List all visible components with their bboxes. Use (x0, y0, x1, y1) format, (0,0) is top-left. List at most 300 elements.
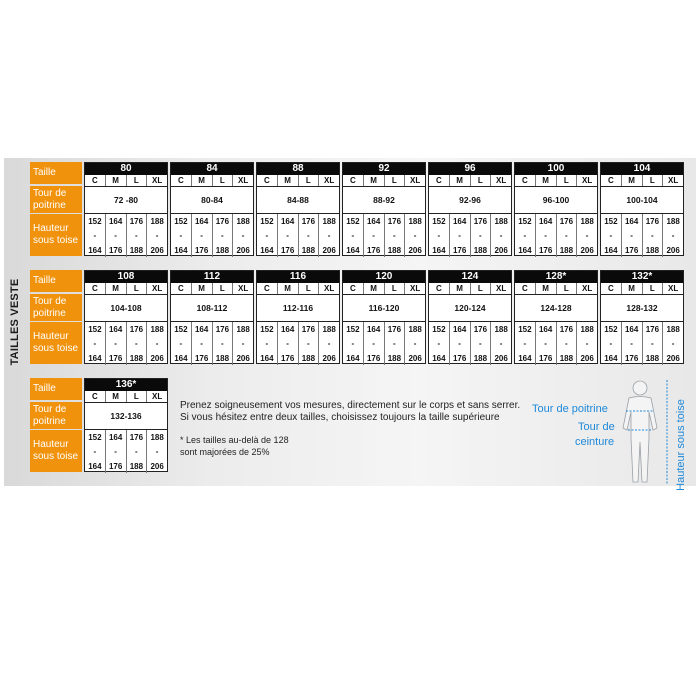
height-column (601, 214, 622, 257)
height-max: 176 (280, 354, 295, 363)
height-max: 188 (645, 354, 660, 363)
height-dash: - (200, 339, 203, 348)
height-dash: - (372, 339, 375, 348)
subheader: C (601, 175, 622, 186)
size-number: 136* (85, 379, 167, 391)
chest-range: 72 -80 (85, 187, 167, 214)
height-max: 164 (88, 462, 102, 471)
subheader: M (364, 283, 385, 294)
height-max: 164 (604, 354, 618, 363)
height-min: 164 (624, 217, 639, 226)
label-hauteur: Hauteur sous toise (30, 322, 82, 364)
height-min: 188 (494, 217, 508, 226)
height-column (364, 322, 385, 365)
height-dash: - (585, 339, 589, 348)
height-dash: - (609, 339, 613, 348)
size-number: 100 (515, 163, 597, 175)
height-column (127, 322, 148, 365)
height-values (171, 322, 253, 365)
height-min: 152 (88, 433, 102, 442)
height-max: 164 (174, 246, 188, 255)
chest-range: 120-124 (429, 295, 511, 322)
height-dash: - (135, 339, 138, 348)
height-max: 188 (387, 354, 402, 363)
height-column (85, 430, 106, 473)
height-max: 176 (366, 246, 381, 255)
height-dash: - (179, 339, 183, 348)
height-dash: - (179, 231, 183, 240)
height-min: 188 (580, 217, 594, 226)
size-block (84, 378, 168, 472)
height-max: 176 (452, 354, 467, 363)
height-dash: - (327, 339, 331, 348)
height-min: 176 (301, 325, 316, 334)
height-column (429, 214, 450, 257)
height-column (577, 322, 597, 365)
subheader: L (299, 175, 320, 186)
height-dash: - (651, 231, 654, 240)
size-block (170, 270, 254, 364)
height-column (557, 322, 578, 365)
asterisk-note: * Les tailles au-delà de 128 sont majorées de 25% (180, 435, 289, 457)
height-min: 188 (580, 325, 594, 334)
height-dash: - (265, 231, 269, 240)
height-max: 188 (129, 354, 144, 363)
height-max: 206 (580, 354, 594, 363)
size-block (256, 270, 340, 364)
height-max: 206 (236, 246, 250, 255)
height-max: 206 (408, 354, 422, 363)
height-min: 176 (645, 325, 660, 334)
height-column (106, 430, 127, 473)
height-max: 176 (194, 354, 209, 363)
subheader: XL (410, 176, 421, 185)
height-dash: - (155, 447, 159, 456)
height-dash: - (286, 231, 289, 240)
height-column (536, 322, 557, 365)
subheader: L (643, 283, 664, 294)
height-column (429, 322, 450, 365)
subheader: L (471, 283, 492, 294)
subheader: M (106, 283, 127, 294)
subheader: C (85, 283, 106, 294)
height-dash: - (114, 231, 117, 240)
subheader: M (536, 283, 557, 294)
subheader: M (364, 175, 385, 186)
subheader: L (557, 283, 578, 294)
height-min: 188 (236, 217, 250, 226)
height-min: 152 (88, 325, 102, 334)
height-dash: - (307, 339, 310, 348)
height-max: 188 (473, 354, 488, 363)
chest-range: 84-88 (257, 187, 339, 214)
size-number: 128* (515, 271, 597, 283)
height-max: 164 (518, 354, 532, 363)
size-number: 104 (601, 163, 683, 175)
subheader: C (85, 175, 106, 186)
height-values (601, 214, 683, 257)
subheader: C (601, 283, 622, 294)
height-min: 164 (366, 217, 381, 226)
height-max: 164 (346, 246, 360, 255)
height-min: 176 (559, 217, 574, 226)
height-dash: - (630, 231, 633, 240)
instruction-line-2: Si vous hésitez entre deux tailles, choisissez toujours la taille supérieure (180, 412, 500, 423)
height-dash: - (458, 231, 461, 240)
height-max: 176 (108, 462, 123, 471)
height-min: 188 (408, 325, 422, 334)
height-max: 188 (645, 246, 660, 255)
chest-range: 88-92 (343, 187, 425, 214)
height-min: 176 (215, 325, 230, 334)
height-column (364, 214, 385, 257)
height-dash: - (200, 231, 203, 240)
subheader: XL (582, 284, 593, 293)
size-block (428, 162, 512, 256)
height-column (147, 322, 167, 365)
height-values (85, 322, 167, 365)
height-max: 206 (322, 246, 336, 255)
chest-range: 108-112 (171, 295, 253, 322)
height-max: 176 (452, 246, 467, 255)
height-dash: - (307, 231, 310, 240)
size-block (84, 270, 168, 364)
subheader: XL (324, 284, 335, 293)
size-block (428, 270, 512, 364)
height-max: 164 (260, 354, 274, 363)
subheader: C (257, 283, 278, 294)
height-max: 206 (580, 246, 594, 255)
subheader: C (343, 175, 364, 186)
height-max: 188 (559, 246, 574, 255)
label-taille: Taille (30, 162, 82, 184)
height-dash: - (372, 231, 375, 240)
size-block (170, 162, 254, 256)
subheader: XL (496, 176, 507, 185)
height-min: 164 (108, 433, 123, 442)
height-max: 164 (518, 246, 532, 255)
subheader: M (536, 175, 557, 186)
height-min: 164 (280, 325, 295, 334)
height-min: 164 (538, 217, 553, 226)
height-max: 206 (494, 246, 508, 255)
height-max: 176 (538, 354, 553, 363)
height-column (471, 322, 492, 365)
height-dash: - (565, 231, 568, 240)
label-taille: Taille (30, 270, 82, 292)
height-max: 206 (236, 354, 250, 363)
height-min: 188 (408, 217, 422, 226)
size-subheaders (171, 283, 253, 295)
height-min: 176 (129, 325, 144, 334)
label-tour: Tour de poitrine (30, 186, 82, 213)
height-max: 206 (150, 246, 164, 255)
height-dash: - (609, 231, 613, 240)
height-dash: - (479, 231, 482, 240)
subheader: M (106, 175, 127, 186)
height-min: 152 (604, 217, 618, 226)
height-max: 164 (604, 246, 618, 255)
size-block (342, 270, 426, 364)
size-block (514, 270, 598, 364)
height-max: 188 (215, 354, 230, 363)
height-column (343, 214, 364, 257)
height-dash: - (671, 339, 675, 348)
height-min: 164 (194, 325, 209, 334)
subheader: XL (152, 392, 163, 401)
subheader: XL (496, 284, 507, 293)
height-dash: - (114, 339, 117, 348)
size-subheaders (601, 175, 683, 187)
height-values (429, 322, 511, 365)
height-values (343, 322, 425, 365)
height-min: 176 (473, 217, 488, 226)
size-block (514, 162, 598, 256)
height-dash: - (458, 339, 461, 348)
height-dash: - (221, 339, 224, 348)
height-dash: - (241, 339, 245, 348)
height-column (213, 214, 234, 257)
height-column (213, 322, 234, 365)
height-values (601, 322, 683, 365)
height-column (601, 322, 622, 365)
height-column (515, 322, 536, 365)
height-column (491, 322, 511, 365)
height-dash: - (135, 447, 138, 456)
height-dash: - (327, 231, 331, 240)
height-dash: - (155, 339, 159, 348)
label-tour: Tour de poitrine (30, 294, 82, 321)
height-min: 164 (108, 325, 123, 334)
subheader: L (471, 175, 492, 186)
chest-range: 124-128 (515, 295, 597, 322)
height-max: 188 (559, 354, 574, 363)
subheader: L (213, 283, 234, 294)
height-max: 188 (129, 246, 144, 255)
height-max: 164 (432, 246, 446, 255)
subheader: XL (152, 176, 163, 185)
height-values (85, 214, 167, 257)
height-column (299, 214, 320, 257)
height-max: 176 (194, 246, 209, 255)
height-min: 176 (129, 433, 144, 442)
subheader: M (450, 175, 471, 186)
height-max: 176 (108, 354, 123, 363)
height-max: 188 (301, 354, 316, 363)
subheader: M (450, 283, 471, 294)
height-dash: - (479, 339, 482, 348)
height-values (515, 322, 597, 365)
height-dash: - (651, 339, 654, 348)
height-column (233, 322, 253, 365)
height-min: 164 (108, 217, 123, 226)
height-column (515, 214, 536, 257)
size-subheaders (343, 175, 425, 187)
height-column (257, 214, 278, 257)
size-subheaders (429, 175, 511, 187)
height-dash: - (499, 339, 503, 348)
height-dash: - (671, 231, 675, 240)
height-min: 164 (366, 325, 381, 334)
label-tour-ceinture-2: ceinture (575, 436, 615, 448)
size-subheaders (343, 283, 425, 295)
size-number: 84 (171, 163, 253, 175)
subheader: L (299, 283, 320, 294)
subheader: C (429, 175, 450, 186)
size-number: 88 (257, 163, 339, 175)
height-min: 188 (150, 217, 164, 226)
height-column (106, 322, 127, 365)
subheader: L (643, 175, 664, 186)
height-max: 164 (88, 354, 102, 363)
height-column (171, 322, 192, 365)
size-subheaders (85, 175, 167, 187)
height-min: 164 (194, 217, 209, 226)
subheader: L (127, 175, 148, 186)
height-dash: - (265, 339, 269, 348)
size-number: 112 (171, 271, 253, 283)
height-max: 164 (346, 354, 360, 363)
height-min: 152 (346, 325, 360, 334)
size-block (84, 162, 168, 256)
size-block (342, 162, 426, 256)
subheader: XL (324, 176, 335, 185)
body-figure-icon (605, 378, 675, 488)
height-column (319, 322, 339, 365)
subheader: M (106, 391, 127, 402)
height-column (278, 214, 299, 257)
height-column (257, 322, 278, 365)
subheader: M (622, 175, 643, 186)
height-dash: - (93, 339, 97, 348)
height-min: 152 (88, 217, 102, 226)
subheader: XL (238, 176, 249, 185)
height-dash: - (499, 231, 503, 240)
height-min: 152 (174, 325, 188, 334)
height-column (147, 430, 167, 473)
height-max: 164 (88, 246, 102, 255)
height-min: 176 (387, 325, 402, 334)
height-min: 188 (666, 217, 680, 226)
height-column (127, 430, 148, 473)
height-min: 164 (624, 325, 639, 334)
height-min: 152 (432, 217, 446, 226)
size-subheaders (257, 283, 339, 295)
height-column (278, 322, 299, 365)
height-min: 176 (301, 217, 316, 226)
size-number: 80 (85, 163, 167, 175)
height-max: 206 (666, 354, 680, 363)
label-hauteur: Hauteur sous toise (30, 214, 82, 256)
height-max: 206 (322, 354, 336, 363)
height-max: 206 (666, 246, 680, 255)
height-column (85, 322, 106, 365)
label-tour: Tour de poitrine (30, 402, 82, 429)
height-dash: - (523, 339, 527, 348)
subheader: L (127, 283, 148, 294)
height-dash: - (286, 339, 289, 348)
chest-range: 128-132 (601, 295, 683, 322)
height-dash: - (241, 231, 245, 240)
height-column (192, 214, 213, 257)
subheader: M (192, 283, 213, 294)
height-dash: - (565, 339, 568, 348)
chest-range: 116-120 (343, 295, 425, 322)
height-dash: - (114, 447, 117, 456)
subheader: M (622, 283, 643, 294)
height-min: 164 (452, 325, 467, 334)
height-max: 206 (150, 462, 164, 471)
size-number: 116 (257, 271, 339, 283)
size-subheaders (171, 175, 253, 187)
subheader: XL (668, 176, 679, 185)
chest-range: 96-100 (515, 187, 597, 214)
height-dash: - (93, 231, 97, 240)
subheader: XL (410, 284, 421, 293)
subheader: M (278, 175, 299, 186)
height-min: 188 (236, 325, 250, 334)
height-column (343, 322, 364, 365)
height-column (643, 214, 664, 257)
height-column (192, 322, 213, 365)
height-values (257, 214, 339, 257)
height-column (557, 214, 578, 257)
height-dash: - (544, 231, 547, 240)
subheader: C (429, 283, 450, 294)
height-column (450, 322, 471, 365)
height-max: 206 (408, 246, 422, 255)
height-column (536, 214, 557, 257)
label-hauteur-sous-toise: Hauteur sous toise (675, 399, 687, 491)
height-dash: - (135, 231, 138, 240)
height-min: 176 (473, 325, 488, 334)
height-min: 188 (150, 433, 164, 442)
label-tour-poitrine: Tour de poitrine (532, 403, 608, 415)
height-dash: - (437, 231, 441, 240)
size-subheaders (515, 283, 597, 295)
subheader: M (278, 283, 299, 294)
height-max: 188 (473, 246, 488, 255)
height-min: 176 (215, 217, 230, 226)
height-min: 152 (346, 217, 360, 226)
size-subheaders (85, 283, 167, 295)
size-subheaders (85, 391, 167, 403)
height-max: 206 (150, 354, 164, 363)
height-column (622, 322, 643, 365)
side-title: TAILLES VESTE (9, 278, 21, 366)
label-taille: Taille (30, 378, 82, 400)
height-max: 176 (624, 246, 639, 255)
height-column (106, 214, 127, 257)
height-min: 152 (174, 217, 188, 226)
subheader: C (343, 283, 364, 294)
chest-range: 112-116 (257, 295, 339, 322)
subheader: XL (238, 284, 249, 293)
size-subheaders (515, 175, 597, 187)
subheader: L (127, 391, 148, 402)
height-min: 188 (666, 325, 680, 334)
subheader: XL (582, 176, 593, 185)
size-number: 108 (85, 271, 167, 283)
size-number: 92 (343, 163, 425, 175)
subheader: C (257, 175, 278, 186)
height-dash: - (630, 339, 633, 348)
height-min: 176 (645, 217, 660, 226)
subheader: L (385, 175, 406, 186)
subheader: XL (152, 284, 163, 293)
height-max: 164 (174, 354, 188, 363)
subheader: L (557, 175, 578, 186)
